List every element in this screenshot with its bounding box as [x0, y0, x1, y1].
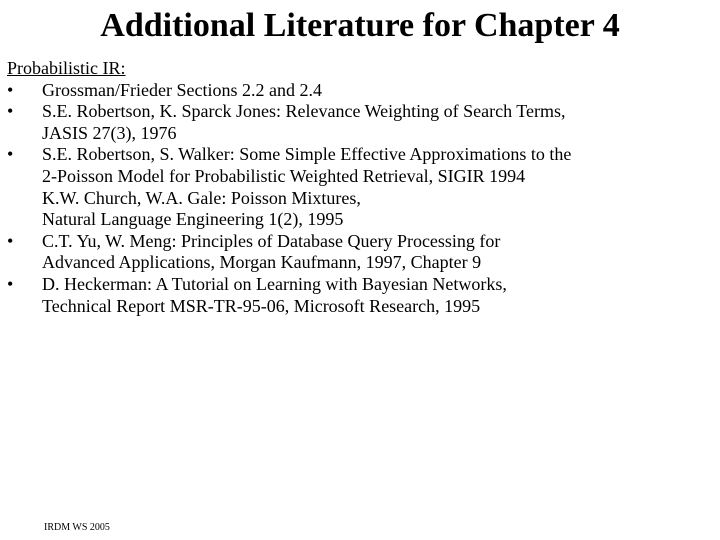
reference-text: S.E. Robertson, K. Sparck Jones: Relevance Weighting of Search Terms, [42, 101, 566, 122]
reference-text: JASIS 27(3), 1976 [42, 122, 177, 143]
bullet-icon: • [7, 230, 14, 251]
section-heading: Probabilistic IR: [7, 58, 126, 78]
reference-item [7, 101, 707, 144]
slide-title: Additional Literature for Chapter 4 [100, 7, 620, 44]
reference-text: S.E. Robertson, S. Walker: Some Simple Effective Approximations to the [42, 144, 572, 165]
reference-list [7, 80, 707, 318]
reference-text: Natural Language Engineering 1(2), 1995 [42, 209, 344, 230]
reference-item [7, 274, 707, 317]
reference-text: K.W. Church, W.A. Gale: Poisson Mixtures, [42, 187, 361, 208]
reference-text: C.T. Yu, W. Meng: Principles of Database Query Processing for [42, 230, 501, 251]
reference-item [7, 144, 707, 230]
reference-item [7, 80, 707, 102]
reference-text: Advanced Applications, Morgan Kaufmann, 1997, Chapter 9 [42, 252, 482, 273]
bullet-icon: • [7, 79, 14, 100]
reference-text: D. Heckerman: A Tutorial on Learning with Bayesian Networks, [42, 273, 507, 294]
reference-text: Technical Report MSR-TR-95-06, Microsoft Research, 1995 [42, 295, 481, 316]
bullet-icon: • [7, 273, 14, 294]
slide-body [7, 58, 707, 317]
reference-item [7, 231, 707, 274]
bullet-icon: • [7, 144, 14, 165]
reference-text: 2-Poisson Model for Probabilistic Weighted Retrieval, SIGIR 1994 [42, 165, 526, 186]
reference-text: Grossman/Frieder Sections 2.2 and 2.4 [42, 79, 322, 100]
footer-text: IRDM WS 2005 [44, 522, 110, 533]
bullet-icon: • [7, 101, 14, 122]
